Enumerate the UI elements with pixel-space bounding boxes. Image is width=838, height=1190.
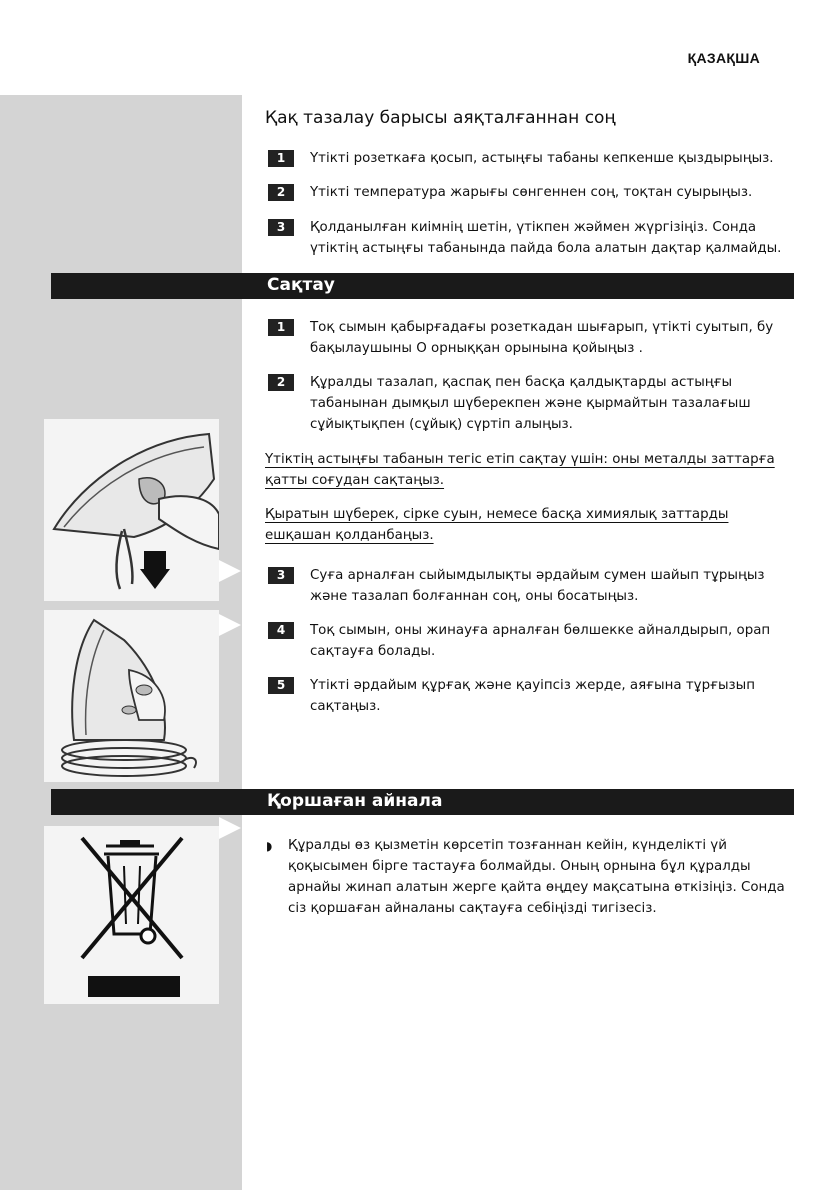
step-text: Қолданылған киімнің шетін, үтікпен жәймен жүргізіңіз. Сонда үтіктің астыңғы табанында пайда бола алатын дақтар қалмайды. <box>310 220 782 256</box>
bullet-icon: ◗ <box>266 839 273 853</box>
step-item <box>268 148 798 169</box>
list-item <box>266 835 796 919</box>
step-text: Суға арналған сыйымдылықты әрдайым сумен шайып тұрыңыз және тазалап болғаннан соң, оны босатыңыз. <box>310 568 765 604</box>
step-text: Үтікті температура жарығы сөнгеннен соң, тоқтан суырыңыз. <box>310 185 753 200</box>
language-label: ҚАЗАҚША <box>687 50 760 66</box>
step-number: 1 <box>268 319 294 336</box>
step-item <box>268 182 798 203</box>
step-item <box>268 620 798 662</box>
crossed-out-wheelie-bin-icon <box>44 826 219 1004</box>
step-number: 2 <box>268 374 294 391</box>
step-item <box>268 372 798 435</box>
warning-note: Қыратын шүберек, сірке суын, немесе басқа химиялық заттарды ешқашан қолданбаңыз. <box>265 507 729 543</box>
step-text: Тоқ сымын қабырғадағы розеткадан шығарып, үтікті суытып, бу бақылаушыны О орныққан орынына қойыңыз . <box>310 320 774 356</box>
after-descaling-title: Қақ тазалау барысы аяқталғаннан соң <box>265 108 616 128</box>
step-number: 2 <box>268 184 294 201</box>
step-number: 4 <box>268 622 294 639</box>
step-item <box>268 317 798 359</box>
iron-cord-storage-illustration <box>44 610 219 782</box>
step-item <box>268 217 798 259</box>
image-pointer <box>219 560 241 582</box>
step-text: Тоқ сымын, оны жинауға арналған бөлшекке айналдырып, орап сақтауға болады. <box>310 623 771 659</box>
image-pointer <box>219 817 241 839</box>
section-header-storage <box>51 273 794 299</box>
section-title: Сақтау <box>267 275 335 295</box>
section-title: Қоршаған айнала <box>267 791 443 811</box>
step-number: 3 <box>268 567 294 584</box>
bullet-text: Құралды өз қызметін көрсетіп тозғаннан кейін, күнделікті үй қоқысымен бірге тастауға болмайды. Оның орнына бұл құралды арнайы жинап алатын жерге қайта өңдеу мақсатына өткізіңіз. Сонда сіз қоршаған айналаны сақтауға себіңізді тигізесіз. <box>288 838 785 916</box>
step-text: Үтікті розеткаға қосып, астыңғы табаны кепкенше қыздырыңыз. <box>310 151 774 166</box>
step-number: 3 <box>268 219 294 236</box>
section-header-environment <box>51 789 794 815</box>
iron-unplug-illustration <box>44 419 219 601</box>
step-number: 1 <box>268 150 294 167</box>
warning-note: Үтіктің астыңғы табанын тегіс етіп сақтау үшін: оны металды заттарға қатты соғудан сақтаңыз. <box>265 452 775 488</box>
step-number: 5 <box>268 677 294 694</box>
step-item <box>268 565 798 607</box>
step-text: Құралды тазалап, қаспақ пен басқа қалдықтарды астыңғы табанынан дымқыл шүберекпен және қырмайтын тазалағыш сұйықтықпен (сұйық) сүртіп алыңыз. <box>310 375 751 432</box>
step-text: Үтікті әрдайым құрғақ және қауіпсіз жерде, аяғына тұрғызып сақтаңыз. <box>310 678 755 714</box>
step-item <box>268 675 798 717</box>
image-pointer <box>219 614 241 636</box>
